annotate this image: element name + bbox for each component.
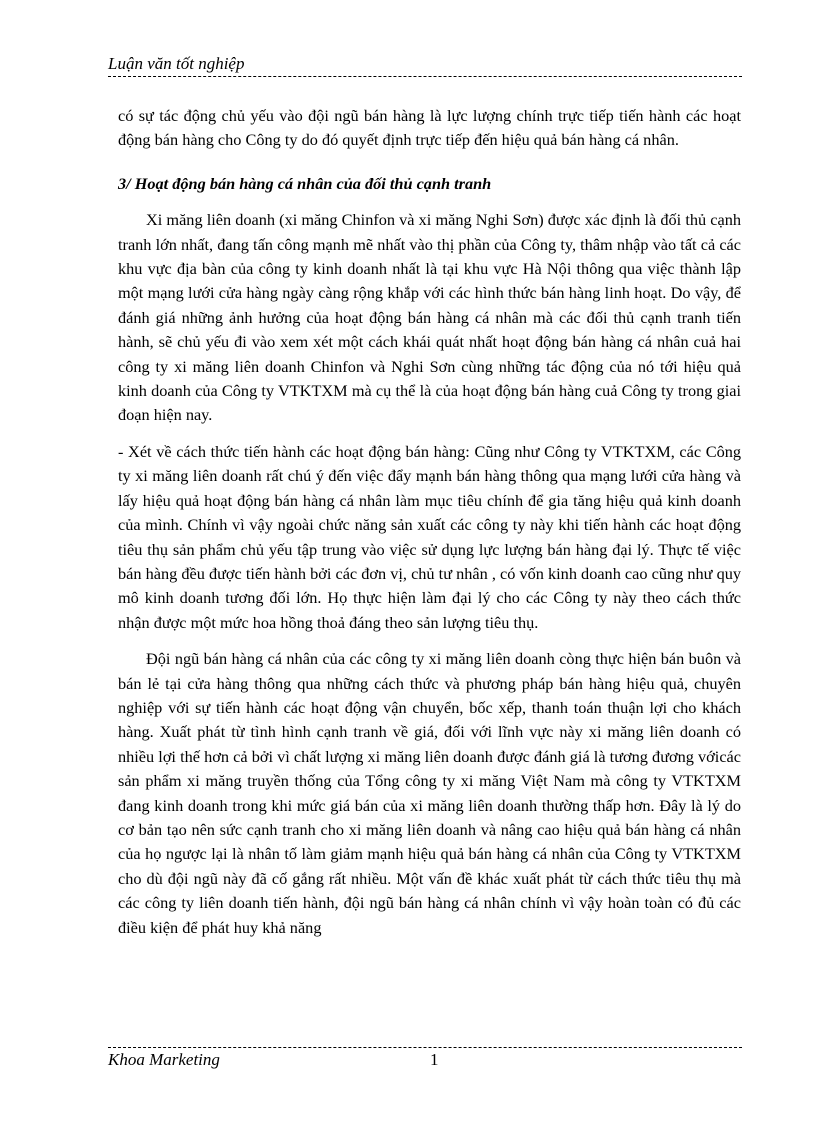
paragraph-2: Xi măng liên doanh (xi măng Chinfon và xi măng Nghi Sơn) được xác định là đối thủ cạnh tranh lớn nhất, đang tấn công mạnh mẽ nhất vào thị phần của Công ty, thâm nhập vào tất cả các khu vực địa bàn của công ty kinh doanh nhất là tại khu vực Hà Nội thông qua việc thành lập một mạng lưới cửa hàng ngày càng rộng khắp với các hình thức bán hàng linh hoạt. Do vậy, để đánh giá những ảnh hưởng của hoạt động bán hàng cá nhân mà các đối thủ cạnh tranh tiến hành, sẽ chủ yếu đi vào xem xét một cách khái quát nhất hoạt động bán hàng cá nhân cuả hai công ty xi măng liên doanh Chinfon và Nghi Sơn cùng những tác động của nó tới hiệu quả kinh doanh của Công ty VTKTXM mà cụ thể là của hoạt động bán hàng cuả Công ty trong giai đoạn hiện nay. [118, 210, 741, 425]
footer-label: Khoa Marketing [108, 1050, 220, 1069]
body-text [118, 104, 741, 940]
footer-divider [108, 1047, 742, 1048]
header-divider [108, 76, 742, 77]
section-heading: 3/ Hoạt động bán hàng cá nhân của đối thủ cạnh tranh [118, 173, 492, 193]
paragraph-4: Đội ngũ bán hàng cá nhân của các công ty xi măng liên doanh còng thực hiện bán buôn và bán lẻ tại cửa hàng thông qua những cách thức và phương pháp bán hàng hiệu quả, chuyên nghiệp với sự tiến hành các hoạt động vận chuyển, bốc xếp, thanh toán thuận lợi cho khách hàng. Xuất phát từ tình hình cạnh tranh về giá, đối với lĩnh vực này xi măng liên doanh có nhiều lợi thế hơn cả bởi vì chất lượng xi măng liên doanh được đánh giá là tương đương vớicác sản phẩm xi măng truyền thống của Tổng công ty xi măng Việt Nam mà công ty VTKTXM đang kinh doanh trong khi mức giá bán của xi măng liên doanh thường thấp hơn. Đây là lý do cơ bản tạo nên sức cạnh tranh cho xi măng liên doanh và nâng cao hiệu quả bán hàng cá nhân của họ ngược lại là nhân tố làm giảm mạnh hiệu quả bán hàng cá nhân của Công ty VTKTXM cho dù đội ngũ này đã cố gắng rất nhiều. Một vấn đề khác xuất phát từ cách thức tiêu thụ mà các công ty liên doanh tiến hành, đội ngũ bán hàng cá nhân chính vì vậy hoàn toàn có đủ các điều kiện để phát huy khả năng [118, 649, 741, 937]
paragraph-3: - Xét về cách thức tiến hành các hoạt động bán hàng: Cũng như Công ty VTKTXM, các Công ty xi măng liên doanh rất chú ý đến việc đẩy mạnh bán hàng thông qua mạng lưới cửa hàng và lấy hiệu quả hoạt động bán hàng cá nhân làm mục tiêu chính để gia tăng hiệu quả kinh doanh của mình. Chính vì vậy ngoài chức năng sản xuất các công ty này khi tiến hành các hoạt động tiêu thụ sản phẩm chủ yếu tập trung vào việc sử dụng lực lượng bán hàng đại lý. Thực tế việc bán hàng đều được tiến hành bởi các đơn vị, chủ tư nhân , có vốn kinh doanh cao cũng như quy mô kinh doanh tương đối lớn. Họ thực hiện làm đại lý cho các Công ty này theo cách thức nhận được một mức hoa hồng thoả đáng theo sản lượng tiêu thụ. [118, 441, 741, 632]
page-number: 1 [430, 1050, 439, 1069]
running-header: Luận văn tốt nghiệp [108, 54, 245, 73]
paragraph-1: có sự tác động chủ yếu vào đội ngũ bán hàng là lực lượng chính trực tiếp tiến hành các hoạt động bán hàng cho Công ty do đó quyết định trực tiếp đến hiệu quả bán hàng cá nhân. [118, 106, 741, 150]
